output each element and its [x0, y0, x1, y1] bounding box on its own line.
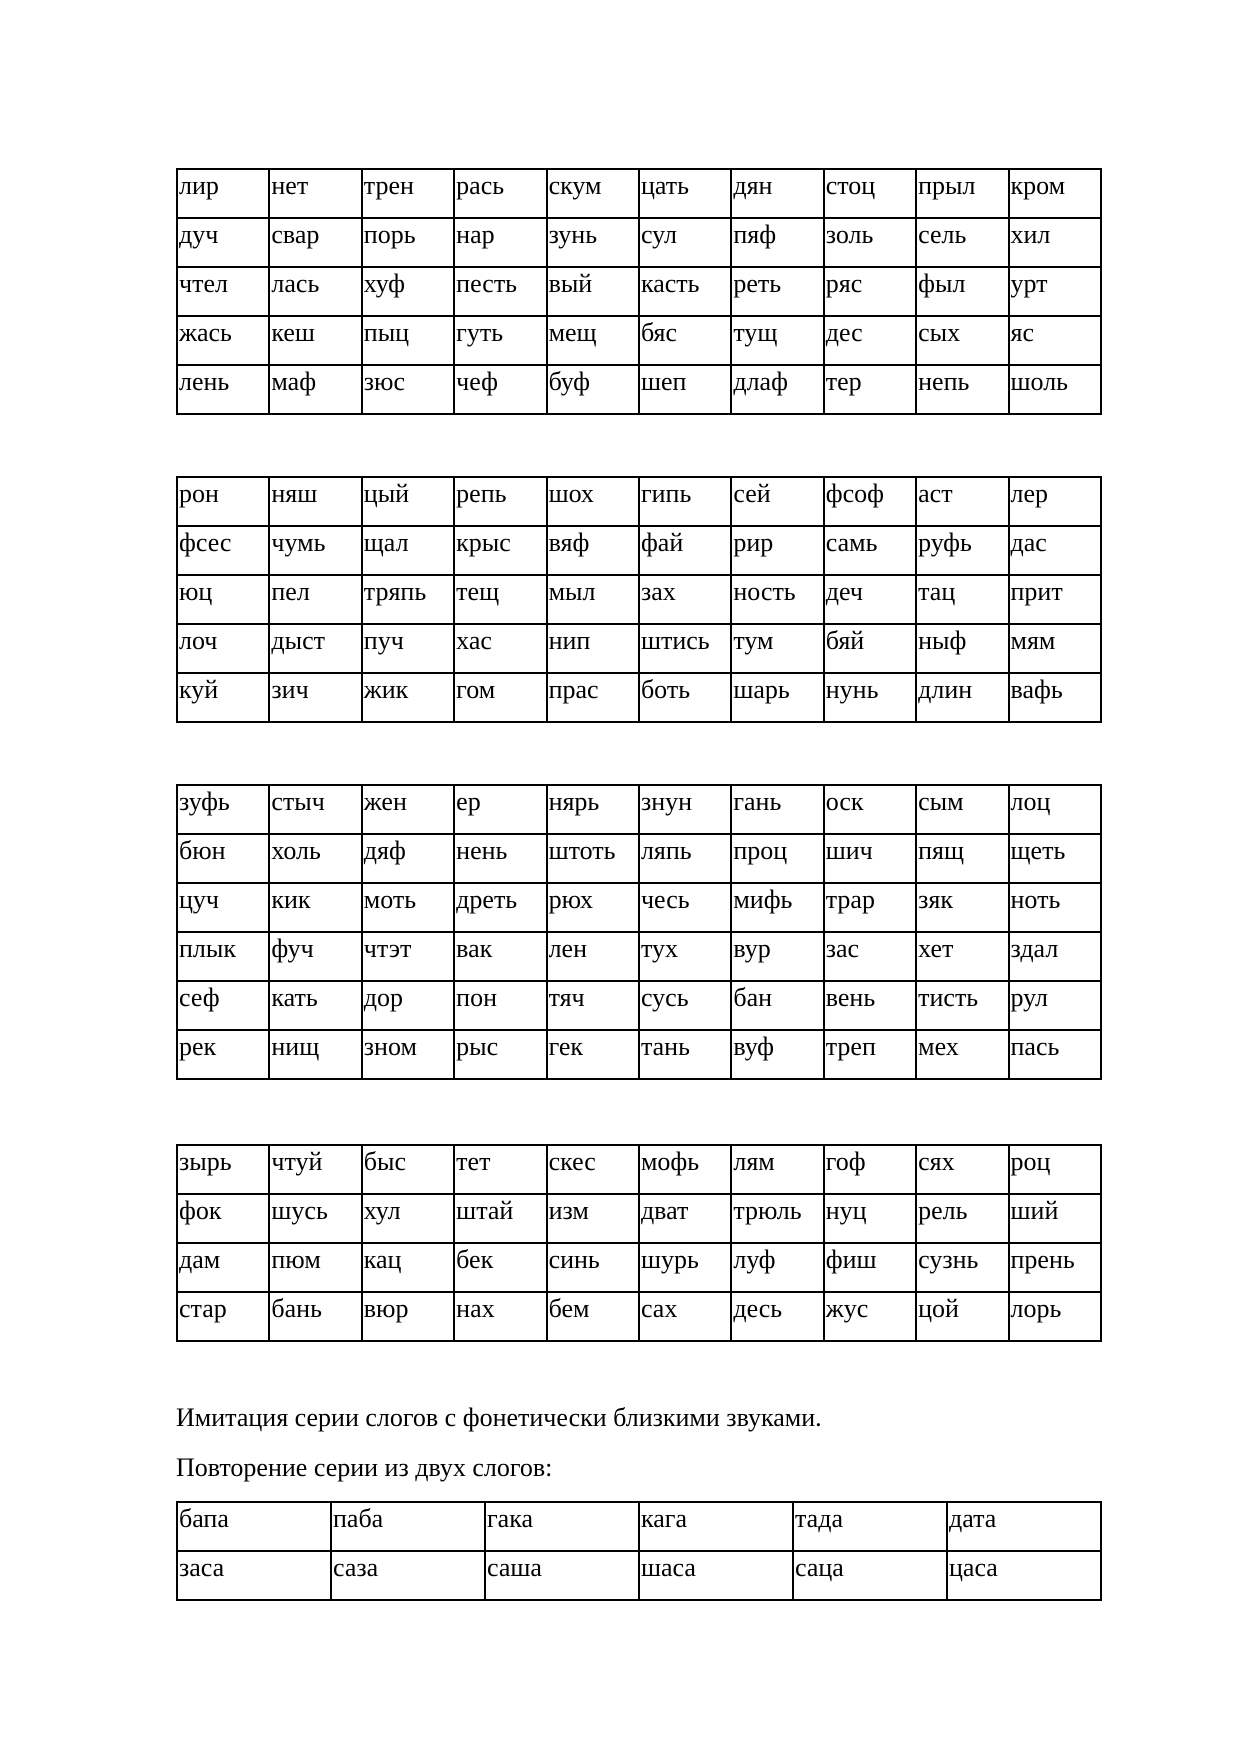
- table-cell: зунь: [547, 218, 639, 267]
- table-cell: цать: [639, 169, 731, 218]
- table-cell: сеф: [177, 981, 269, 1030]
- table-cell: порь: [362, 218, 454, 267]
- table-cell: гака: [485, 1502, 639, 1551]
- table-cell: фсес: [177, 526, 269, 575]
- table-cell: чесь: [639, 883, 731, 932]
- table-cell: шич: [824, 834, 916, 883]
- table-cell: знун: [639, 785, 731, 834]
- table-cell: длин: [916, 673, 1008, 722]
- table-cell: бек: [454, 1243, 546, 1292]
- table-row: [177, 673, 1101, 722]
- table-row: [177, 477, 1101, 526]
- table-cell: пел: [269, 575, 361, 624]
- table-cell: мифь: [731, 883, 823, 932]
- table-cell: фуч: [269, 932, 361, 981]
- table-cell: крыс: [454, 526, 546, 575]
- table-cell: боть: [639, 673, 731, 722]
- table-cell: дуч: [177, 218, 269, 267]
- table-cell: кром: [1009, 169, 1101, 218]
- table-cell: дян: [731, 169, 823, 218]
- table-cell: цый: [362, 477, 454, 526]
- table-row: [177, 575, 1101, 624]
- table-cell: нярь: [547, 785, 639, 834]
- table-cell: зном: [362, 1030, 454, 1079]
- table-row: [177, 883, 1101, 932]
- table-cell: дыст: [269, 624, 361, 673]
- table-cell: кага: [639, 1502, 793, 1551]
- table-cell: вяф: [547, 526, 639, 575]
- table-cell: буф: [547, 365, 639, 414]
- table-cell: пюм: [269, 1243, 361, 1292]
- table-cell: сых: [916, 316, 1008, 365]
- table-cell: прыл: [916, 169, 1008, 218]
- table-cell: трен: [362, 169, 454, 218]
- table-cell: ность: [731, 575, 823, 624]
- table-cell: касть: [639, 267, 731, 316]
- table-cell: синь: [547, 1243, 639, 1292]
- table-cell: мофь: [639, 1145, 731, 1194]
- table-cell: лер: [1009, 477, 1101, 526]
- table-cell: вый: [547, 267, 639, 316]
- table-cell: рек: [177, 1030, 269, 1079]
- table-cell: заса: [177, 1551, 331, 1600]
- table-row: [177, 1502, 1101, 1551]
- table-cell: зуфь: [177, 785, 269, 834]
- table-cell: щеть: [1009, 834, 1101, 883]
- table-row: [177, 218, 1101, 267]
- table-cell: нищ: [269, 1030, 361, 1079]
- table-cell: зюс: [362, 365, 454, 414]
- table-row: [177, 1243, 1101, 1292]
- table-cell: чтел: [177, 267, 269, 316]
- table-cell: дес: [824, 316, 916, 365]
- table-cell: стыч: [269, 785, 361, 834]
- table-cell: самь: [824, 526, 916, 575]
- table-cell: мех: [916, 1030, 1008, 1079]
- table-row: [177, 1194, 1101, 1243]
- table-cell: лоц: [1009, 785, 1101, 834]
- table-cell: репь: [454, 477, 546, 526]
- table-row: [177, 526, 1101, 575]
- syllable-table-4: [176, 1144, 1102, 1342]
- table-cell: штай: [454, 1194, 546, 1243]
- table-cell: пыц: [362, 316, 454, 365]
- table-cell: нуц: [824, 1194, 916, 1243]
- table-cell: штись: [639, 624, 731, 673]
- table-cell: рон: [177, 477, 269, 526]
- table-cell: ляпь: [639, 834, 731, 883]
- table-cell: маф: [269, 365, 361, 414]
- table-cell: жен: [362, 785, 454, 834]
- table-cell: тисть: [916, 981, 1008, 1030]
- table-cell: лась: [269, 267, 361, 316]
- table-cell: длаф: [731, 365, 823, 414]
- table-row: [177, 267, 1101, 316]
- table-cell: сусь: [639, 981, 731, 1030]
- table-row: [177, 1551, 1101, 1600]
- table-cell: золь: [824, 218, 916, 267]
- table-cell: ныф: [916, 624, 1008, 673]
- table-cell: шусь: [269, 1194, 361, 1243]
- table-cell: тум: [731, 624, 823, 673]
- table-cell: нет: [269, 169, 361, 218]
- table-cell: пась: [1009, 1030, 1101, 1079]
- table-cell: вюр: [362, 1292, 454, 1341]
- table-cell: мыл: [547, 575, 639, 624]
- table-row: [177, 316, 1101, 365]
- table-cell: дата: [947, 1502, 1101, 1551]
- table-cell: здал: [1009, 932, 1101, 981]
- table-cell: песть: [454, 267, 546, 316]
- table-cell: гоф: [824, 1145, 916, 1194]
- table-row: [177, 169, 1101, 218]
- table-cell: гань: [731, 785, 823, 834]
- table-cell: нень: [454, 834, 546, 883]
- table-cell: саца: [793, 1551, 947, 1600]
- table-cell: холь: [269, 834, 361, 883]
- table-cell: бан: [731, 981, 823, 1030]
- table-cell: сах: [639, 1292, 731, 1341]
- table-cell: скес: [547, 1145, 639, 1194]
- table-cell: лям: [731, 1145, 823, 1194]
- table-cell: тада: [793, 1502, 947, 1551]
- table-cell: бяй: [824, 624, 916, 673]
- table-cell: тет: [454, 1145, 546, 1194]
- table-cell: шоль: [1009, 365, 1101, 414]
- table-cell: дам: [177, 1243, 269, 1292]
- table-cell: прас: [547, 673, 639, 722]
- table-cell: тяч: [547, 981, 639, 1030]
- table-cell: луф: [731, 1243, 823, 1292]
- table-cell: фай: [639, 526, 731, 575]
- table-cell: дват: [639, 1194, 731, 1243]
- table-cell: дяф: [362, 834, 454, 883]
- table-cell: тань: [639, 1030, 731, 1079]
- table-cell: штоть: [547, 834, 639, 883]
- table-cell: вуф: [731, 1030, 823, 1079]
- table-cell: бяс: [639, 316, 731, 365]
- table-cell: фиш: [824, 1243, 916, 1292]
- table-cell: рюх: [547, 883, 639, 932]
- table-cell: пящ: [916, 834, 1008, 883]
- table-cell: хил: [1009, 218, 1101, 267]
- table-cell: лорь: [1009, 1292, 1101, 1341]
- table-cell: сузнь: [916, 1243, 1008, 1292]
- table-cell: рель: [916, 1194, 1008, 1243]
- table-cell: стар: [177, 1292, 269, 1341]
- table-cell: вень: [824, 981, 916, 1030]
- table-cell: пуч: [362, 624, 454, 673]
- table-cell: фыл: [916, 267, 1008, 316]
- table-cell: нунь: [824, 673, 916, 722]
- table-cell: шеп: [639, 365, 731, 414]
- table-cell: трар: [824, 883, 916, 932]
- table-cell: мям: [1009, 624, 1101, 673]
- table-cell: свар: [269, 218, 361, 267]
- table-cell: проц: [731, 834, 823, 883]
- table-cell: ший: [1009, 1194, 1101, 1243]
- table-cell: нар: [454, 218, 546, 267]
- table-cell: хас: [454, 624, 546, 673]
- table-cell: бань: [269, 1292, 361, 1341]
- table-cell: тер: [824, 365, 916, 414]
- table-cell: плык: [177, 932, 269, 981]
- table-cell: рир: [731, 526, 823, 575]
- table-cell: мещ: [547, 316, 639, 365]
- table-cell: зах: [639, 575, 731, 624]
- table-cell: гипь: [639, 477, 731, 526]
- table-row: [177, 1030, 1101, 1079]
- table-cell: зяк: [916, 883, 1008, 932]
- syllable-table-1: [176, 168, 1102, 415]
- table-cell: тряпь: [362, 575, 454, 624]
- table-row: [177, 834, 1101, 883]
- table-cell: зырь: [177, 1145, 269, 1194]
- table-row: [177, 932, 1101, 981]
- table-cell: сях: [916, 1145, 1008, 1194]
- table-cell: пон: [454, 981, 546, 1030]
- table-row: [177, 981, 1101, 1030]
- table-cell: лоч: [177, 624, 269, 673]
- table-cell: ер: [454, 785, 546, 834]
- table-cell: деч: [824, 575, 916, 624]
- table-cell: реть: [731, 267, 823, 316]
- table-cell: гом: [454, 673, 546, 722]
- table-cell: вур: [731, 932, 823, 981]
- table-cell: кать: [269, 981, 361, 1030]
- table-cell: зас: [824, 932, 916, 981]
- table-cell: тущ: [731, 316, 823, 365]
- table-row: [177, 1292, 1101, 1341]
- table-cell: тух: [639, 932, 731, 981]
- table-cell: непь: [916, 365, 1008, 414]
- table-cell: бапа: [177, 1502, 331, 1551]
- table-cell: жась: [177, 316, 269, 365]
- table-cell: чтуй: [269, 1145, 361, 1194]
- syllable-table-2: [176, 476, 1102, 723]
- table-cell: жус: [824, 1292, 916, 1341]
- table-cell: хет: [916, 932, 1008, 981]
- table-cell: прень: [1009, 1243, 1101, 1292]
- table-cell: зич: [269, 673, 361, 722]
- syllable-table-3: [176, 784, 1102, 1080]
- table-cell: няш: [269, 477, 361, 526]
- table-cell: шарь: [731, 673, 823, 722]
- table-cell: гуть: [454, 316, 546, 365]
- table-cell: аст: [916, 477, 1008, 526]
- syllable-pairs-table: [176, 1501, 1102, 1601]
- table-cell: рул: [1009, 981, 1101, 1030]
- table-cell: чумь: [269, 526, 361, 575]
- table-cell: саза: [331, 1551, 485, 1600]
- table-cell: роц: [1009, 1145, 1101, 1194]
- table-cell: юц: [177, 575, 269, 624]
- table-cell: скум: [547, 169, 639, 218]
- table-cell: лен: [547, 932, 639, 981]
- table-row: [177, 624, 1101, 673]
- table-cell: ноть: [1009, 883, 1101, 932]
- table-cell: нах: [454, 1292, 546, 1341]
- table-cell: шурь: [639, 1243, 731, 1292]
- table-cell: сель: [916, 218, 1008, 267]
- table-cell: моть: [362, 883, 454, 932]
- table-cell: тещ: [454, 575, 546, 624]
- table-cell: паба: [331, 1502, 485, 1551]
- table-cell: саша: [485, 1551, 639, 1600]
- table-cell: цаса: [947, 1551, 1101, 1600]
- table-cell: пяф: [731, 218, 823, 267]
- table-cell: дас: [1009, 526, 1101, 575]
- table-cell: куй: [177, 673, 269, 722]
- table-cell: цой: [916, 1292, 1008, 1341]
- table-cell: кеш: [269, 316, 361, 365]
- table-cell: шаса: [639, 1551, 793, 1600]
- table-cell: жик: [362, 673, 454, 722]
- table-cell: щал: [362, 526, 454, 575]
- table-row: [177, 365, 1101, 414]
- table-cell: сым: [916, 785, 1008, 834]
- table-cell: урт: [1009, 267, 1101, 316]
- table-cell: нип: [547, 624, 639, 673]
- table-cell: ряс: [824, 267, 916, 316]
- table-cell: чтэт: [362, 932, 454, 981]
- table-cell: оск: [824, 785, 916, 834]
- table-cell: прит: [1009, 575, 1101, 624]
- table-cell: десь: [731, 1292, 823, 1341]
- table-cell: цуч: [177, 883, 269, 932]
- table-cell: дор: [362, 981, 454, 1030]
- table-cell: фсоф: [824, 477, 916, 526]
- table-cell: фок: [177, 1194, 269, 1243]
- table-cell: руфь: [916, 526, 1008, 575]
- table-cell: кик: [269, 883, 361, 932]
- table-cell: рыс: [454, 1030, 546, 1079]
- table-cell: стоц: [824, 169, 916, 218]
- table-cell: хуф: [362, 267, 454, 316]
- table-cell: трюль: [731, 1194, 823, 1243]
- table-cell: кац: [362, 1243, 454, 1292]
- table-cell: вак: [454, 932, 546, 981]
- table-cell: бюн: [177, 834, 269, 883]
- table-cell: быс: [362, 1145, 454, 1194]
- table-cell: тац: [916, 575, 1008, 624]
- table-cell: дреть: [454, 883, 546, 932]
- table-cell: рась: [454, 169, 546, 218]
- table-row: [177, 785, 1101, 834]
- table-cell: сей: [731, 477, 823, 526]
- table-cell: яс: [1009, 316, 1101, 365]
- table-cell: гек: [547, 1030, 639, 1079]
- section-heading-repetition: Повторение серии из двух слогов:: [176, 1453, 553, 1482]
- table-cell: треп: [824, 1030, 916, 1079]
- table-cell: сул: [639, 218, 731, 267]
- table-row: [177, 1145, 1101, 1194]
- table-cell: лень: [177, 365, 269, 414]
- table-cell: изм: [547, 1194, 639, 1243]
- table-cell: шох: [547, 477, 639, 526]
- table-cell: бем: [547, 1292, 639, 1341]
- table-cell: хул: [362, 1194, 454, 1243]
- table-cell: вафь: [1009, 673, 1101, 722]
- table-cell: чеф: [454, 365, 546, 414]
- table-cell: лир: [177, 169, 269, 218]
- section-heading-imitation: Имитация серии слогов с фонетически близкими звуками.: [176, 1403, 822, 1432]
